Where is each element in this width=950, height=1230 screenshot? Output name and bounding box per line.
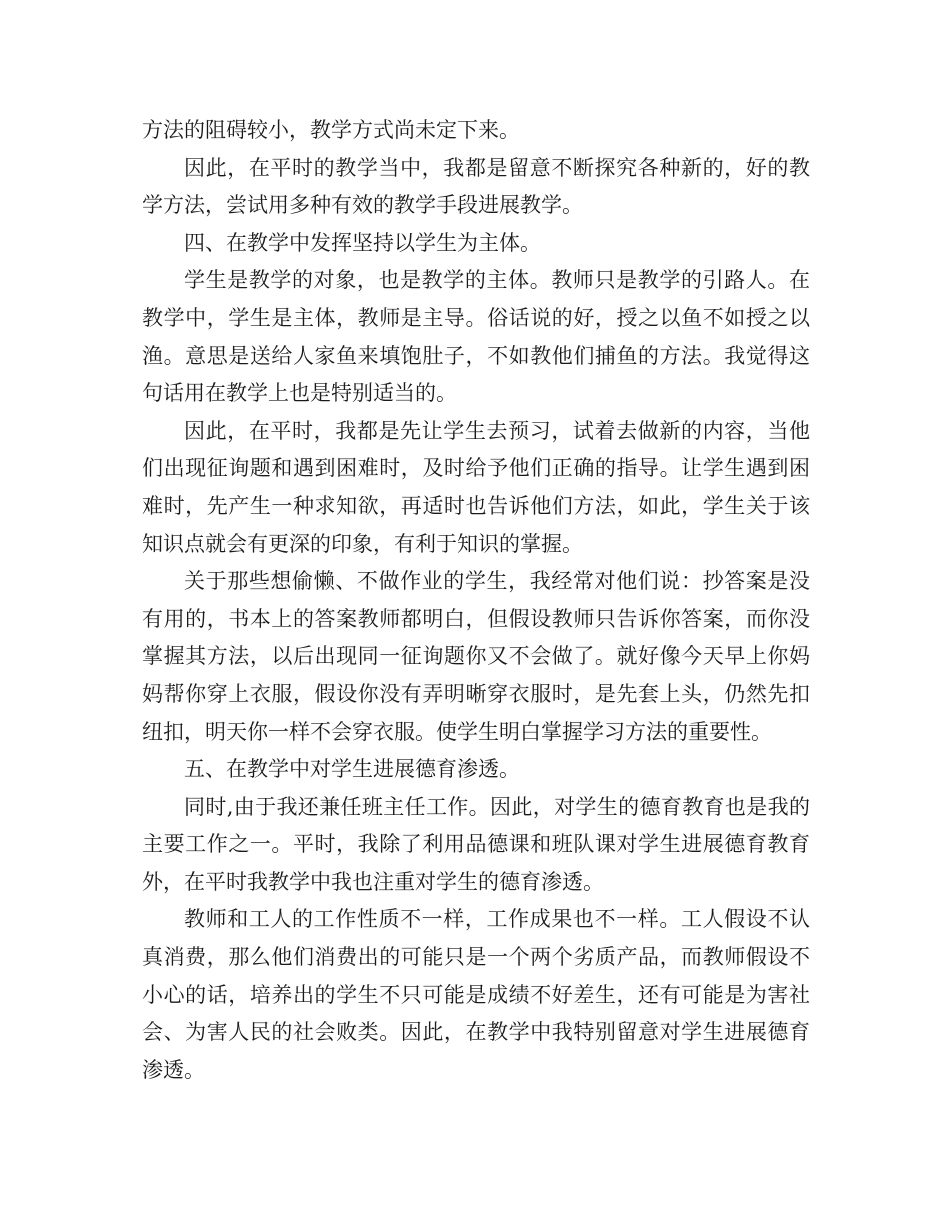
paragraph-moral-education: 教师和工人的工作性质不一样，工作成果也不一样。工人假设不认真消费，那么他们消费出的可能只是一个两个劣质产品，而教师假设不小心的话，培养出的学生不只可能是成绩不好差生，还有可能是为害社会、为害人民的社会败类。因此，在教学中我特别留意对学生进展德育渗透。 [142,907,810,1082]
paragraph-class-teacher: 同时,由于我还兼任班主任工作。因此，对学生的德育教育也是我的主要工作之一。平时，我除了利用品德课和班队课对学生进展德育教育外，在平时我教学中我也注重对学生的德育渗透。 [142,794,810,894]
section-heading-five: 五、在教学中对学生进展德育渗透。 [184,757,520,782]
paragraph-students-as-subject: 学生是教学的对象，也是教学的主体。教师只是教学的引路人。在教学中，学生是主体，教师是主导。俗话说的好，授之以鱼不如授之以渔。意思是送给人家鱼来填饱肚子，不如教他们捕鱼的方法。我觉得这句话用在教学上也是特别适当的。 [142,268,810,406]
document-page [142,112,810,1089]
paragraph-teaching-methods: 因此，在平时的教学当中，我都是留意不断探究各种新的，好的教学方法，尝试用多种有效的教学手段进展教学。 [142,155,810,218]
paragraph-lazy-students: 关于那些想偷懒、不做作业的学生，我经常对他们说：抄答案是没有用的，书本上的答案教师都明白，但假设教师只告诉你答案，而你没掌握其方法，以后出现同一征询题你又不会做了。就好像今天早上你妈妈帮你穿上衣服，假设你没有弄明晰穿衣服时，是先套上头，仍然先扣纽扣，明天你一样不会穿衣服。使学生明白掌握学习方法的重要性。 [142,569,810,744]
section-heading-four: 四、在教学中发挥坚持以学生为主体。 [184,230,541,255]
paragraph-preview-guidance: 因此，在平时，我都是先让学生去预习，试着去做新的内容，当他们出现征询题和遇到困难时，及时给予他们正确的指导。让学生遇到困难时，先产生一种求知欲，再适时也告诉他们方法，如此，学生关于该知识点就会有更深的印象，有利于知识的掌握。 [142,418,810,556]
paragraph-continuation: 方法的阻碍较小，教学方式尚未定下来。 [142,118,520,142]
